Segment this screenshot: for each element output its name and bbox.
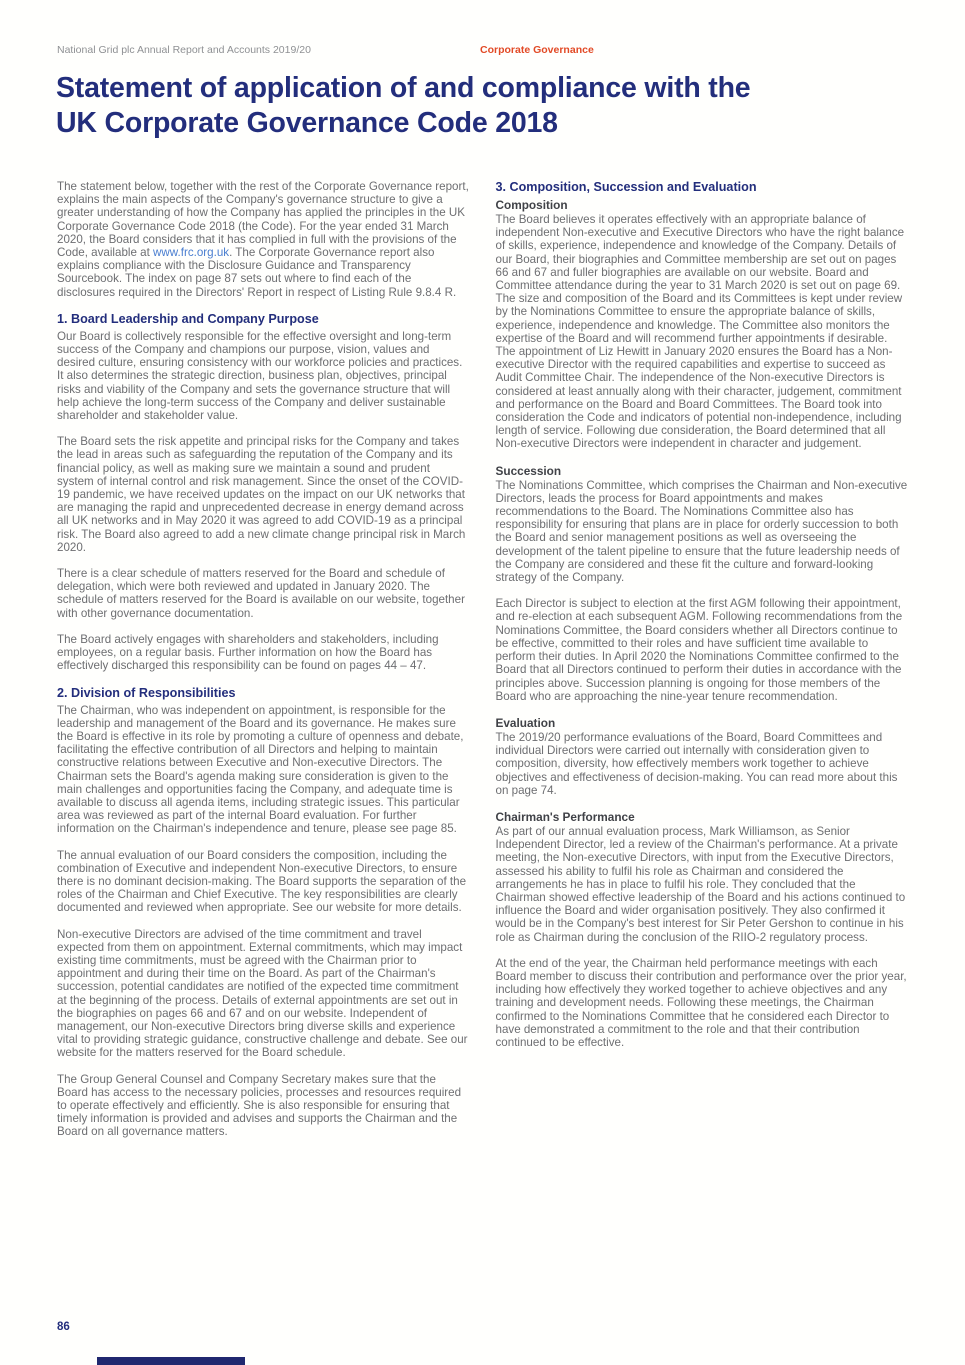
section-1-heading: 1. Board Leadership and Company Purpose [57, 311, 319, 326]
succession-paragraph: Each Director is subject to election at the first AGM following their appointment, and re-election at each subsequent AGM. Following recommendations from the Nominations Committee, the Board considers whether all Directors continue to be effective, committed to their roles and have sufficient time available to perform their duties. In April 2020 the Nominations Committee confirmed to the Board that all Directors continued to perform their duties in accordance with the principles above. Succession planning is ongoing for those members of the Board who are approaching the nine-year tenure recommendation. [495, 597, 903, 703]
chairmans-performance-subheading: Chairman's Performance [495, 809, 635, 824]
page-title: Statement of application of and compliance with the UK Corporate Governance Code 2018 [56, 72, 751, 139]
intro-text-before: The statement below, together with the rest of the Corporate Governance report, explains the main aspects of the Company's governance structure to give a greater understanding of how the Company has applied the principles in the UK Corporate Governance Code 2018 (the Code). For the year ended 31 March 2020, the Board considers that it has complied in full with the provisions of the Code, available at [57, 180, 469, 260]
composition-subheading: Composition [495, 198, 568, 212]
evaluation-paragraph: The 2019/20 performance evaluations of the Board, Board Committees and individual Directors were carried out internally with consideration given to composition, diversity, how effectively members work together to achieve objectives and effectiveness of decision-making. You can read more about this on page 74. [495, 730, 898, 797]
section-1-paragraph: There is a clear schedule of matters reserved for the Board and schedule of delegation, which were both reviewed and updated in January 2020. The schedule of matters reserved for the Board is available on our website, together with other governance documentation. [57, 567, 465, 620]
section-label: Corporate Governance [480, 44, 594, 56]
section-1-paragraph: Our Board is collectively responsible for the effective oversight and long-term success of the Company and champions our purpose, vision, values and desired culture, ensuring consistency with our workforce policies and practices. It also determines the strategic direction, business plan, objectives, principal risks and viability of the Company and sets the governance structure that will help achieve the long-term success of the Company and deliver sustainable shareholder and stakeholder value. [57, 329, 463, 423]
section-3-heading: 3. Composition, Succession and Evaluation [495, 180, 757, 194]
chairmans-performance-paragraph: As part of our annual evaluation process, Mark Williamson, as Senior Independent Director, led a review of the Chairman's performance. At a private meeting, the Non-executive Directors, with input from the Executive Directors, assessed his ability to fulfil his role as Chairman and considered the arrangements he has in place to fulfil his role. They concluded that the Chairman showed effective leadership of the Board and his actions continued to influence the Board and wider organisation positively. They also confirmed it would be in the Company's best interest for Sir Peter Gershon to continue in his role as Chairman during the conclusion of the RIIO-2 regulatory process. [495, 824, 906, 944]
intro-text-after: . The Corporate Governance report also explains compliance with the Disclosure Guidance and Transparency Sourcebook. The index on page 87 sets out where to find each of the disclosures required in the Directors' Report in respect of Listing Rule 9.8.4 R. [57, 246, 457, 299]
section-2-paragraph: The annual evaluation of our Board considers the composition, including the combination of Executive and independent Non-executive Directors, to ensure there is no dominant decision-making. The Board supports the separation of the roles of the Chairman and Chief Executive. The key responsibilities are clearly documented and reviewed when appropriate. See our website for more details. [57, 848, 467, 915]
right-column [496, 180, 909, 1139]
two-column-body [57, 180, 908, 1139]
composition-paragraph: The Board believes it operates effectively with an appropriate balance of independent Non-executive and Executive Directors who have the right balance of skills, experience, independence and knowledge of the Company. Details of our Board, their biographies and Committee membership are set out on pages 66 and 67 and fuller biographies are available on our website. Board and Committee attendance during the year to 31 March 2020 is set out on page 69. The size and composition of the Board and its Committees is kept under review by the Nominations Committee to ensure the appropriate balance of skills, experience, independence and knowledge. The Committee also monitors the expertise of the Board and will recommend further appointments if desirable. The appointment of Liz Hewitt in January 2020 ensures the Board has a Non-executive Director with the required capabilities and expertise to succeed as Audit Committee Chair. The independence of the Non-executive Directors is considered at least annually along with their character, judgement, commitment and performance on the Board and Board Committees. The Board took into consideration the Code and indicators of potential non-independence, including length of service. Following due consideration, the Board determined that all Non-executive Directors were independent in character and judgement. [495, 213, 905, 451]
page-number: 86 [57, 1321, 70, 1333]
left-column [57, 180, 470, 1139]
page-header [57, 44, 908, 56]
section-1-paragraph: The Board sets the risk appetite and principal risks for the Company and takes the lead in areas such as safeguarding the reputation of the Company and its financial policy, as well as making sure we maintain a sound and prudent system of internal control and risk management. Since the onset of the COVID-19 pandemic, we have received updates on the impact on our UK networks that are managing the rapid and unprecedented decrease in energy demand across all UK networks and in May 2020 it was agreed to add COVID-19 as a principal risk. The Board also agreed to add a new climate change principal risk in March 2020. [57, 435, 466, 554]
succession-paragraph: The Nominations Committee, which comprises the Chairman and Non-executive Directors, leads the process for Board appointments and makes recommendations to the Board. The Nominations Committee also has responsibility for ensuring that plans are in place for orderly succession to both the Board and senior management positions as well as overseeing the development of the talent pipeline to ensure that the future leadership needs of the Company are considered and these fit the culture and forward-looking strategy of the Company. [495, 478, 908, 585]
footer-bar [97, 1357, 245, 1365]
section-1-paragraph: The Board actively engages with shareholders and stakeholders, including employees, on a regular basis. Further information on how the Board has effectively discharged this responsibility can be found on pages 44 – 47. [57, 632, 439, 673]
frc-website-link[interactable]: www.frc.org.uk [153, 246, 230, 260]
section-2-heading: 2. Division of Responsibilities [57, 685, 236, 700]
intro-paragraph [57, 180, 470, 299]
evaluation-subheading: Evaluation [495, 715, 556, 730]
succession-subheading: Succession [495, 463, 562, 478]
report-title: National Grid plc Annual Report and Accounts 2019/20 [57, 44, 311, 56]
section-2-paragraph: The Chairman, who was independent on appointment, is responsible for the leadership and management of the Board and its governance. He makes sure the Board is effective in its role by promoting a culture of openness and debate, facilitating the effective contribution of all Directors and helping to maintain constructive relations between Executive and Non-executive Directors. The Chairman sets the Board's agenda making sure consideration is given to the main challenges and opportunities facing the Company, and adequate time is available to discuss all agenda items, including strategic issues. This particular area was reviewed as part of the internal Board evaluation. For further information on the Chairman's independence and tenure, please see page 85. [57, 703, 464, 836]
chairmans-performance-paragraph: At the end of the year, the Chairman held performance meetings with each Board member to discuss their contribution and performance over the prior year, including how effectively they worked together to achieve objectives and any training and development needs. Following these meetings, the Chairman confirmed to the Nominations Committee that he considered each Director to have demonstrated a commitment to the role and that their contribution continued to be effective. [495, 956, 907, 1049]
section-2-paragraph: The Group General Counsel and Company Secretary makes sure that the Board has access to the necessary policies, processes and resources required to operate effectively and efficiently. She is also responsible for ensuring that timely information is provided and advises and supports the Chairman and the Board on all governance matters. [57, 1072, 462, 1139]
section-2-paragraph: Non-executive Directors are advised of the time commitment and travel expected from them on appointment. External commitments, which may impact existing time commitments, must be agreed with the Chairman prior to appointment and during their time on the Board. As part of the Chairman's succession, potential candidates are notified of the expected time commitment at the beginning of the process. Details of external appointments are set out in the biographies on pages 66 and 67 and on our website. Independent of management, our Non-executive Directors bring diverse skills and experience vital to providing strategic guidance, constructive challenge and debate. See our website for the matters reserved for the Board schedule. [57, 927, 468, 1060]
